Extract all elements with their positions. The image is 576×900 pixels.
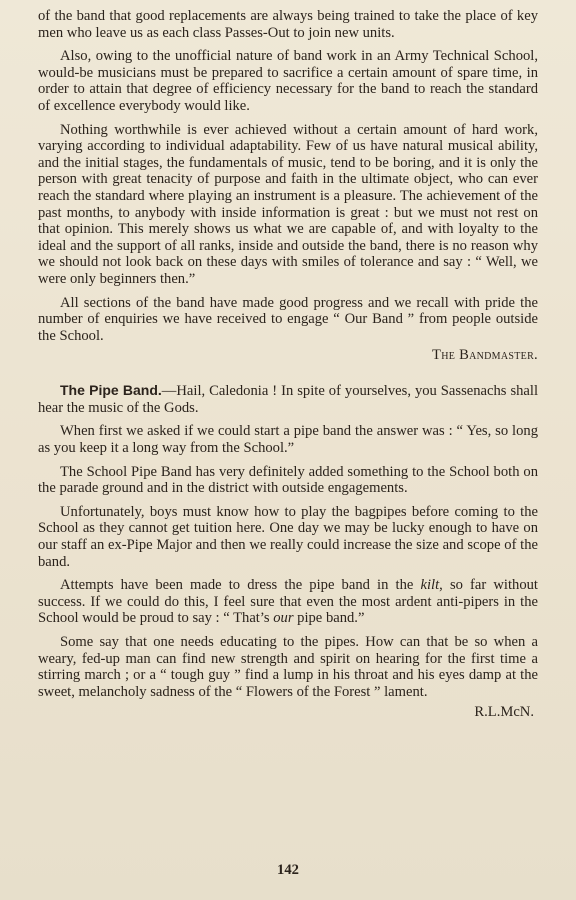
bandmaster-signature: The Bandmaster. [431,347,538,364]
pipe-band-article [38,382,538,721]
kilt-word: kilt [420,577,440,594]
kilt-text-end: pipe band.” [293,610,365,627]
pipe-band-intro-text: —Hail, Caledonia ! In spite of yourselves, you Sassenachs shall hear the music of the Gods. [38,383,539,416]
band-paragraph-1: of the band that good replacements are always being trained to take the place of key men who leave us as each class Passes-Out to join new units. [38,8,538,41]
pipe-band-intro [38,382,538,416]
pipe-paragraph-2: The School Pipe Band has very definitely added something to the School both on the parade ground and in the district with outside engagements. [38,463,538,497]
pipe-paragraph-1: When first we asked if we could start a pipe band the answer was : “ Yes, so long as you keep it a long way from the School.” [38,423,538,457]
band-paragraph-4: All sections of the band have made good progress and we recall with pride the number of enquiries we have received to engage “ Our Band ” from people outside the School. [38,294,538,344]
pipe-paragraph-closing: Some say that one needs educating to the pipes. How can that be so when a weary, fed-up man can find new strength and spirit on hearing for the first time a stirring march ; or a “ tough guy ” find a lump in his throat and his eyes damp at the sweet, melancholy sadness of the “ Flowers of the Forest ” lament. [38,634,538,700]
band-paragraph-3: Nothing worthwhile is ever achieved without a certain amount of hard work, varying according to individual adaptability. Few of us have natural musical ability, and the initial stages, the fundamentals of music, tend to be boring, and it is only the person with great tenacity of purpose and faith in the ultimate object, who can ever reach the standard where playing an instrument is a pleasure. The achievement of the past months, to anybody with inside information is great : but we must not rest on that opinion. This merely shows us what we are capable of, and with loyalty to the ideal and the support of all ranks, inside and outside the band, there is no reason why we should not look back on these days with smiles of tolerance and say : “ Well, we were only beginners then.” [38,121,538,287]
author-initials: R.L.McN. [474,704,534,721]
our-word: our [273,610,294,627]
page-number: 142 [277,862,299,878]
pipe-paragraph-kilt [38,577,538,627]
band-article [38,8,538,364]
kilt-text-middle: , so far without success. If we could do this, I feel sure that even the most ardent anti-pipers in the School would be proud to say : “ That’s [38,577,538,627]
pipe-paragraph-3: Unfortunately, boys must know how to play the bagpipes before coming to the School as they cannot get tuition here. One day we may be lucky enough to have on our staff an ex-Pipe Major and then we really could increase the size and scope of the band. [38,503,538,570]
kilt-text-before: Attempts have been made to dress the pipe band in the [60,577,421,594]
band-paragraph-2: Also, owing to the unofficial nature of band work in an Army Technical School, would-be musicians must be prepared to sacrifice a certain amount of spare time, in order to attain that degree of efficiency necessary for the band to reach the standard of excellence everybody would like. [38,48,538,114]
pipe-band-heading: The Pipe Band. [60,382,162,399]
